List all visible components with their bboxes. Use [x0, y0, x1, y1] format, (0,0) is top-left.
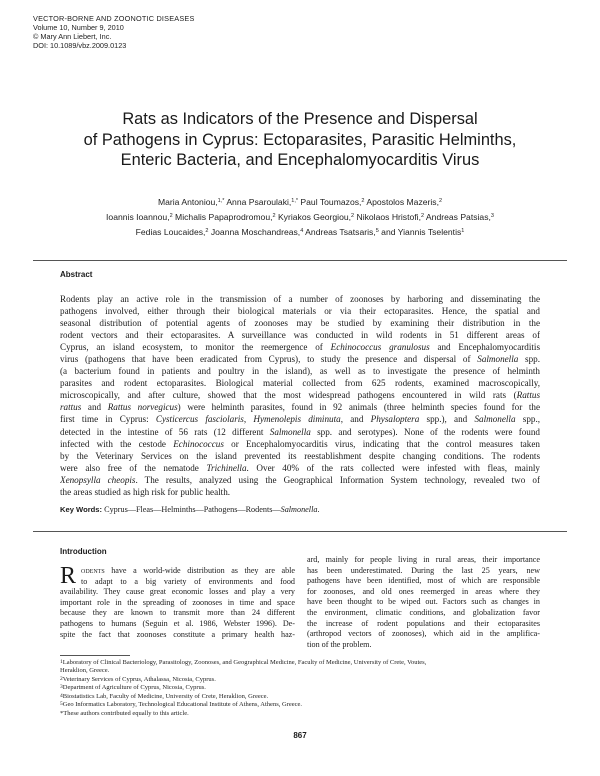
author-list [40, 195, 560, 239]
text-run: ) were helminth parasites, found in 92 animals (three helminth species found for the [177, 402, 540, 413]
body-line: for zoonoses, and old ones reemerged in areas where they [307, 586, 540, 596]
author-line [40, 225, 560, 240]
abstract-line: rodent vectors and their ectoparasites. A surveillance was conducted in wild rodents in 51 different areas of [60, 330, 540, 341]
footnote [60, 684, 540, 692]
footnote-text: Laboratory of Clinical Bacteriology, Parasitology, Zoonoses, and Geographical Medicine, Faculty of Medicine, University of Crete, Voutes, [62, 659, 427, 666]
text-run: were also free of the nematode [60, 462, 207, 473]
text-run: infected with the cestode [60, 438, 174, 449]
text-run: . The results, analyzed using the Geographical Information System technology, revealed two of [135, 474, 540, 485]
body-line: because they are known to transmit more than 24 different [60, 608, 295, 618]
text-run: and [81, 402, 108, 413]
footnote-mark: 2 [60, 675, 63, 682]
affiliation-mark: 2 [169, 212, 173, 219]
text-run: have a world-wide distribution as they are able [104, 566, 295, 575]
abstract-line [60, 462, 540, 474]
journal-doi: DOI: 10.1089/vbz.2009.0123 [33, 41, 127, 50]
footnote-mark: 5 [60, 701, 63, 708]
affiliation-mark: 1,* [291, 198, 299, 204]
affiliation-mark: 2 [420, 212, 425, 219]
title-line: Rats as Indicators of the Presence and Dispersal [122, 110, 478, 128]
keywords-italic: Salmonella [280, 505, 318, 514]
author-name: Ioannis Ioannou, [106, 211, 170, 222]
journal-name: VECTOR-BORNE AND ZOONOTIC DISEASES [33, 14, 195, 23]
abstract-line [60, 413, 540, 425]
affiliation-mark: 1,* [217, 198, 225, 204]
body-line: pathogens to humans (Seguin et al. 1986, Webster 1996). De- [60, 618, 295, 628]
affiliation-mark: 3 [490, 212, 494, 219]
body-line: the increase of rodent populations and their ectoparasites [307, 618, 540, 628]
abstract-line: pathogens involved, either through their biological materials or via their ectoparasites. Hence, the spatial and [60, 306, 540, 317]
text-run: first time in Cyprus: [60, 414, 156, 425]
keywords [60, 505, 319, 514]
abstract-line: by the Veterinary Services on the island prevented its reestablishment despite changing conditions. The rodents [60, 450, 540, 461]
drop-cap: R [60, 563, 77, 589]
abstract-line [60, 474, 540, 486]
species-name: Salmonella [269, 426, 311, 437]
footnote-text: Biostatistics Lab, Faculty of Medicine, University of Crete, Heraklion, Greece. [62, 692, 269, 700]
author-name: Maria Antoniou, [157, 197, 218, 207]
author-name: Paul Toumazos, [298, 197, 362, 207]
abstract-body [60, 293, 540, 498]
author-line [40, 210, 560, 225]
text-run: spp. [518, 354, 540, 365]
species-name: Trichinella [206, 462, 247, 473]
species-name: Rattus norvegicus [107, 402, 178, 413]
footnote-text: Veterinary Services of Cyprus, Athalassa, Nicosia, Cyprus. [62, 675, 216, 683]
species-name: rattus [60, 402, 82, 413]
body-line: ard, mainly for people living in rural areas, their importance [307, 555, 540, 564]
abstract-line: the areas studied as high risk for public health. [60, 486, 231, 497]
author-name: Anna Psaroulaki, [224, 197, 292, 207]
body-line: availability. They cause great economic losses and play a very [60, 587, 295, 597]
footnote-mark: 4 [60, 692, 63, 699]
species-name: Physaloptera [370, 414, 420, 425]
footnotes [60, 659, 540, 718]
body-line [60, 566, 295, 577]
journal-header [33, 14, 195, 50]
text-run: microscopically, and after culture, showed that the most widespread pathogens encountered in wild rats ( [60, 390, 517, 401]
text-run: detected in the intestine of 56 rats (12 different [60, 426, 270, 437]
species-name: Hymenolepis diminuta [253, 414, 341, 425]
affiliation-mark: 2 [205, 227, 209, 234]
affiliation-mark: 2 [272, 212, 276, 219]
footnote: *These authors contributed equally to this article. [60, 709, 189, 717]
footnote-text: Geo Informatics Laboratory, Technological Educational Institute of Athens, Athens, Greece. [62, 701, 302, 709]
affiliation-mark: 2 [438, 198, 443, 204]
text-run: or Encephalomyocarditis virus, indicating that the control measures taken [223, 438, 540, 449]
small-caps-word: odents [81, 566, 105, 575]
author-name: Nikolaos Hristofi, [354, 211, 421, 222]
body-line: the environment, climatic conditions, and globalization favor [307, 607, 540, 617]
abstract-line [60, 389, 540, 401]
journal-volume: Volume 10, Number 9, 2010 [33, 23, 124, 32]
body-line: has been underestimated. During the last 25 years, new [307, 565, 540, 575]
species-name: Salmonella [477, 354, 519, 365]
keywords-end: . [317, 505, 320, 514]
abstract-bottom-rule [33, 531, 567, 532]
species-name: Echinococcus granulosus [330, 342, 430, 353]
footnote [60, 659, 540, 667]
text-run: , and [340, 414, 371, 425]
abstract-line [60, 438, 540, 450]
body-line: to adapt to a big variety of environments and food [81, 576, 295, 586]
author-name: Andreas Patsias, [424, 211, 491, 222]
abstract-line [60, 341, 540, 353]
footnote [60, 701, 540, 709]
text-run: spp.), and [419, 414, 475, 425]
author-name: and Yiannis Tselentis [378, 226, 462, 237]
body-line: (arthropod vectors of zoonoses), which aid in the amplifica- [307, 629, 540, 639]
species-name: Xenopsylla cheopis [60, 474, 136, 485]
text-run: spp. and serotypes). None of the rodents were found [310, 426, 540, 437]
footnote [60, 676, 540, 684]
footnote-text: Department of Agriculture of Cyprus, Nicosia, Cyprus. [62, 684, 206, 692]
body-line: tion of the problem. [307, 639, 372, 649]
abstract-top-rule [33, 260, 567, 261]
species-name: Salmonella [474, 414, 516, 425]
affiliation-mark: 2 [361, 198, 365, 204]
introduction-heading: Introduction [60, 547, 107, 556]
body-line: pathogens have been identified, most of which are responsible [307, 576, 540, 586]
keywords-label: Key Words: [60, 505, 103, 514]
body-line: have been thought to be wiped out. Factors such as changes in [307, 597, 540, 607]
abstract-line: parasites and rodent ectoparasites. Biological material collected from 625 rodents, examined macroscopically, [60, 378, 540, 389]
author-line [40, 195, 560, 210]
affiliation-mark: 2 [351, 212, 355, 219]
affiliation-mark: 1 [461, 227, 465, 234]
abstract-line: seasonal distribution of potential agents of zoonoses may be studied by examining their distribution in the [60, 318, 540, 329]
species-name: Echinococcus [173, 438, 224, 449]
page-number: 867 [293, 731, 307, 740]
species-name: Rattus [516, 390, 540, 401]
affiliation-mark: 5 [375, 227, 379, 234]
author-name: Michalis Papaprodromou, [172, 211, 273, 222]
author-name: Kyriakos Georgiou, [275, 211, 352, 222]
text-run: , [243, 414, 254, 425]
title-line: of Pathogens in Cyprus: Ectoparasites, Parasitic Helminths, [83, 130, 517, 149]
journal-copyright: © Mary Ann Liebert, Inc. [33, 32, 112, 41]
footnote-mark: 3 [60, 684, 63, 691]
affiliation-mark: 4 [300, 227, 304, 234]
title-line: Enteric Bacteria, and Encephalomyocarditis Virus [120, 151, 480, 169]
text-run: virus (pathogens that have been eradicated from Cyprus), to study the presence and dispersal of [60, 354, 478, 365]
text-run: and Encephalomyocarditis [429, 342, 540, 353]
abstract-line: Rodents play an active role in the transmission of a number of zoonoses by harboring and disseminating the [60, 294, 540, 304]
author-name: Apostolos Mazeris, [364, 197, 439, 207]
abstract-line: (a bacterium found in patients and poultry in the island), as well as to investigate the presence of helminth [60, 366, 540, 377]
keywords-text: Cyprus—Fleas—Helminths—Pathogens—Rodents— [102, 505, 281, 514]
intro-right-column [307, 555, 540, 650]
text-run: Cyprus, an island ecosystem, to monitor the reemergence of [60, 342, 331, 353]
footnote: Heraklion, Greece. [60, 667, 110, 675]
footnote-rule [60, 655, 130, 656]
footnote [60, 693, 540, 701]
body-line: important role in the spreading of zoonoses in time and space [60, 597, 295, 607]
abstract-line [60, 426, 540, 438]
intro-left-column [60, 563, 295, 640]
article-title [40, 109, 560, 171]
abstract-line [60, 401, 540, 413]
species-name: Cysticercus fasciolaris [155, 414, 244, 425]
body-line: spite the fact that zoonoses constitute a primary health haz- [60, 629, 295, 639]
abstract-line [60, 353, 540, 365]
text-run: spp., [515, 414, 540, 425]
text-run: . Over 40% of the rats collected were infested with fleas, mainly [246, 462, 540, 473]
author-name: Joanna Moschandreas, [208, 226, 301, 237]
author-name: Fedias Loucaides, [135, 226, 206, 237]
abstract-heading: Abstract [60, 270, 93, 279]
author-name: Andreas Tsatsaris, [303, 226, 376, 237]
footnote-mark: 1 [60, 659, 63, 665]
